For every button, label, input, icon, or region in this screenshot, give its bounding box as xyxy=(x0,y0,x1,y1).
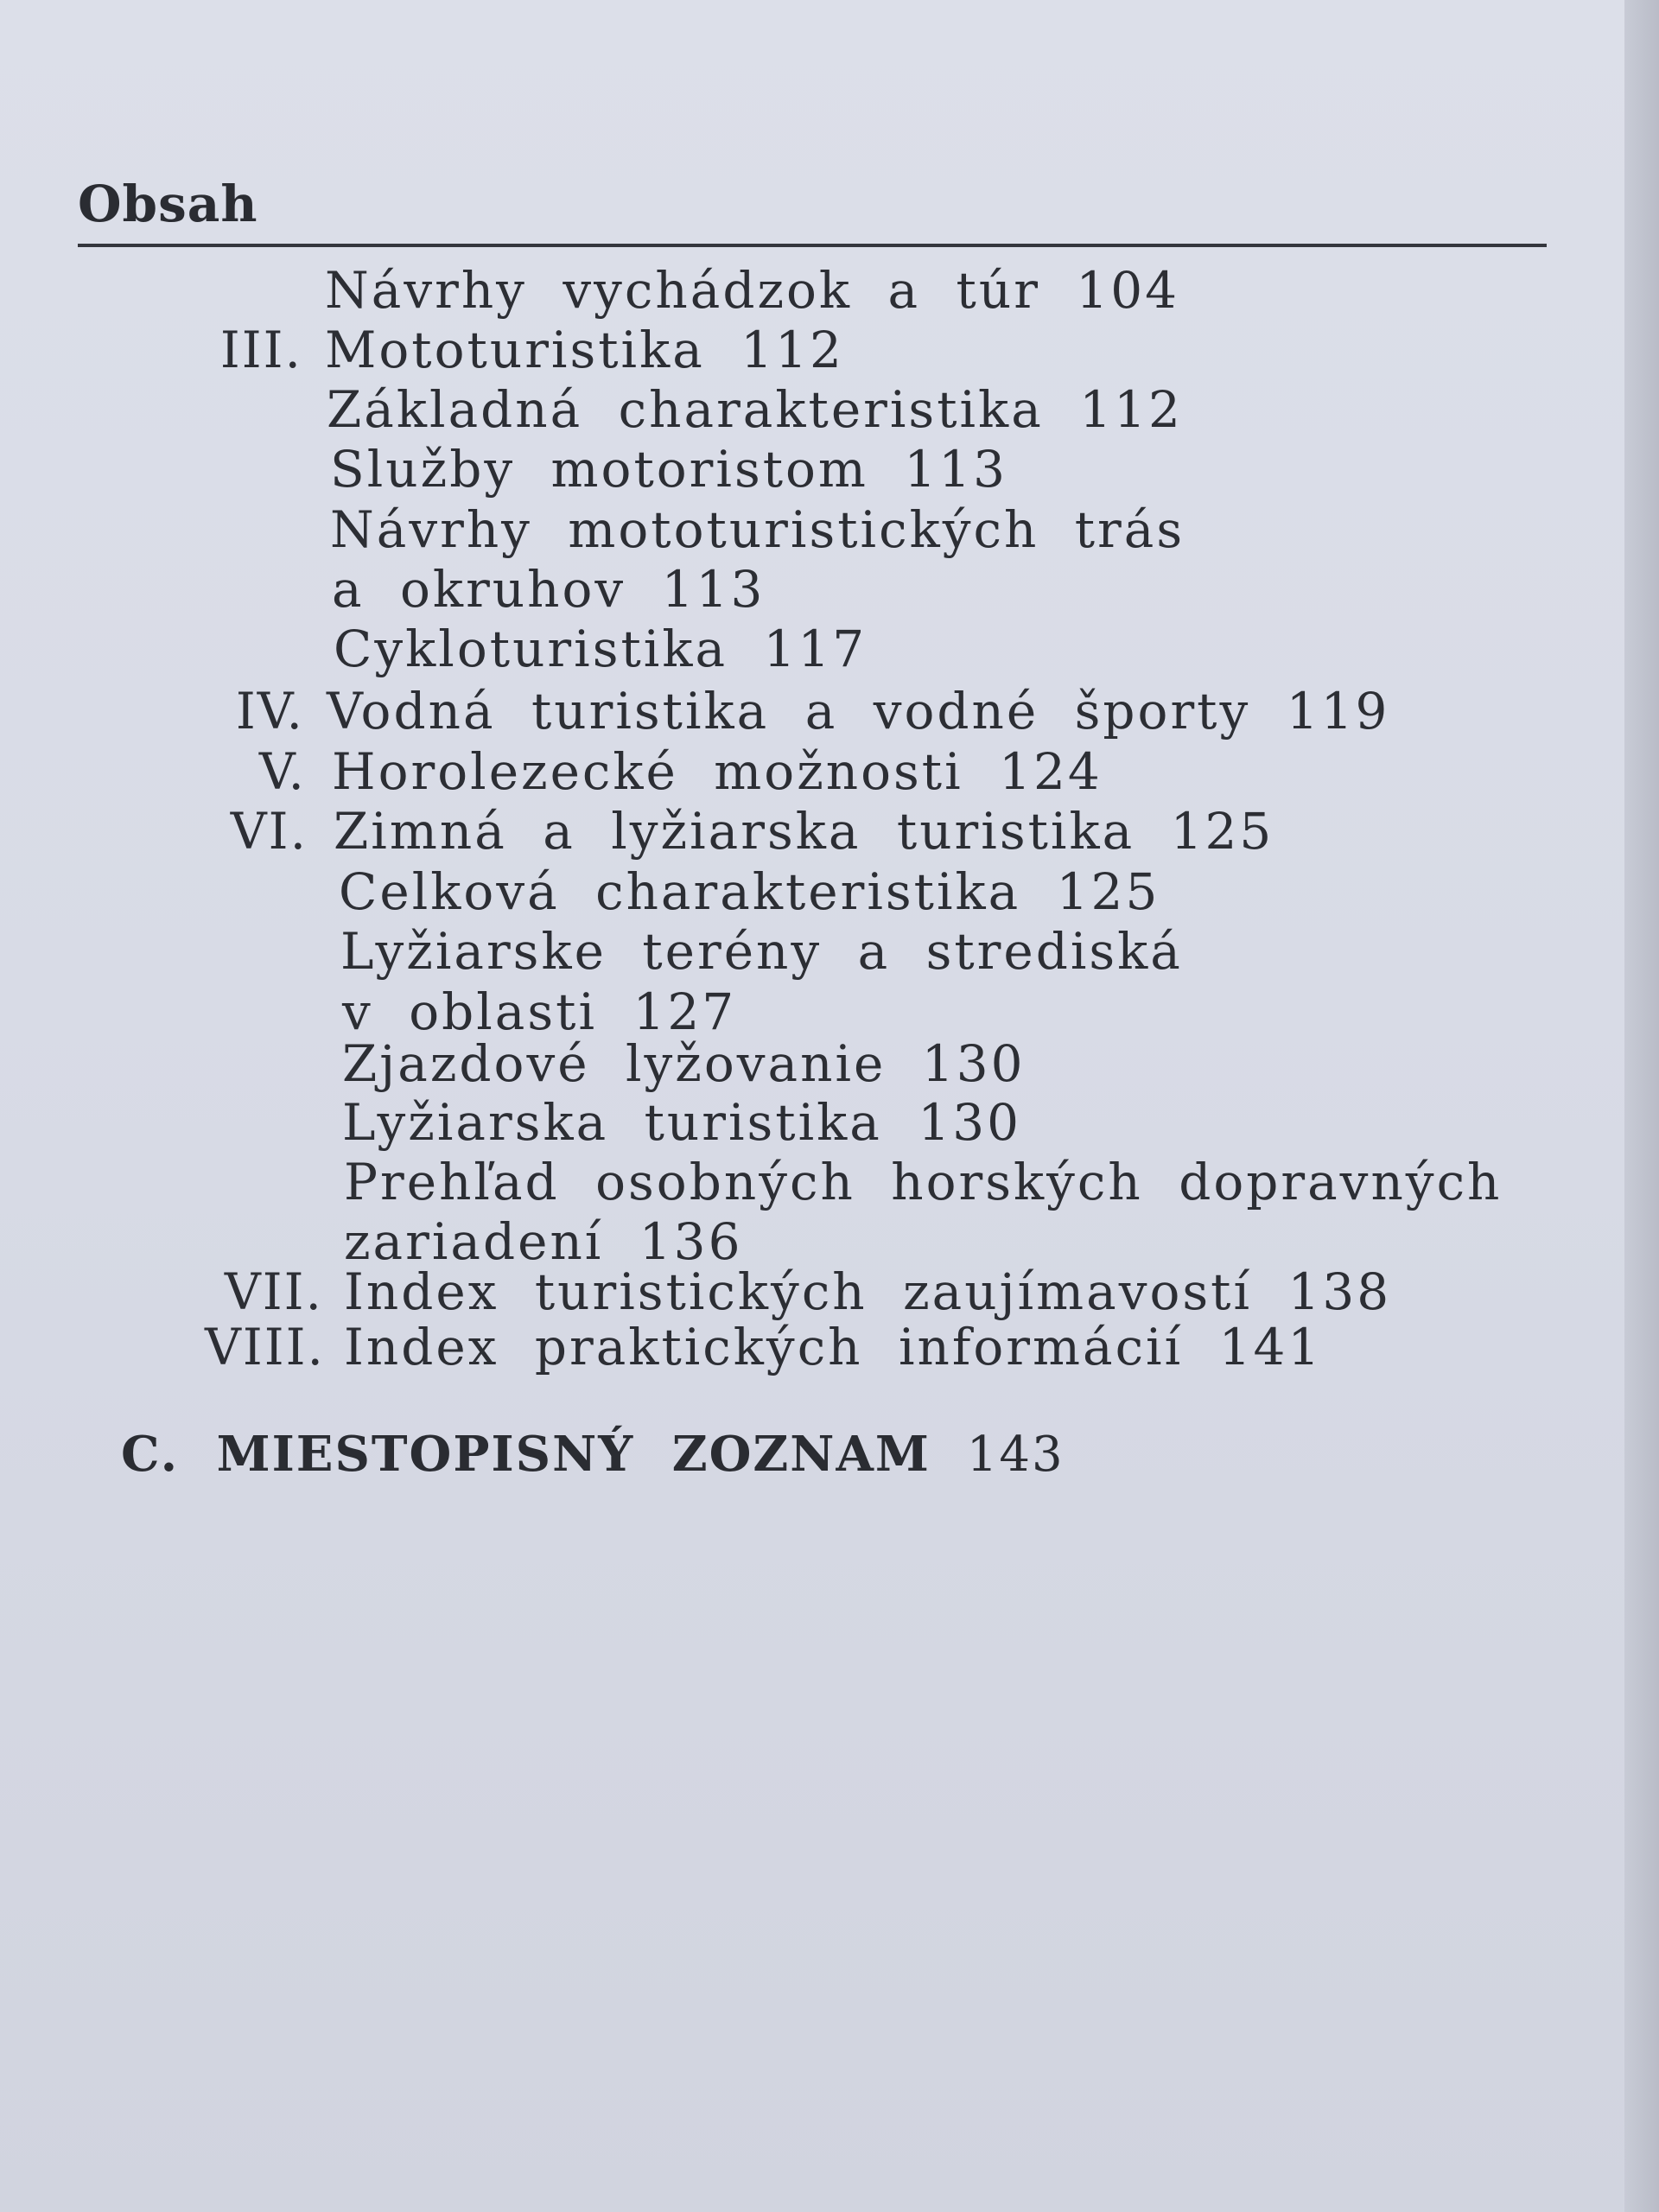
toc-entry: Horolezecké možnosti 124 xyxy=(332,742,1103,801)
toc-entry: Lyžiarske terény a strediská xyxy=(340,922,1183,981)
toc-entry-number: III. xyxy=(219,321,302,379)
toc-entry: Prehľad osobných horských dopravných xyxy=(344,1153,1503,1211)
toc-entry-number: VI. xyxy=(230,802,308,861)
toc-entry: Zjazdové lyžovanie 130 xyxy=(342,1034,1026,1093)
toc-entry: Návrhy vychádzok a túr 104 xyxy=(325,261,1180,320)
toc-entry: zariadení 136 xyxy=(344,1212,743,1271)
toc-entry-number: V. xyxy=(258,742,306,801)
toc-entry: a okruhov 113 xyxy=(332,560,766,619)
toc-entry: Služby motoristom 113 xyxy=(330,440,1008,499)
section-c-page: 143 xyxy=(966,1427,1065,1483)
page-header-title: Obsah xyxy=(78,175,258,233)
toc-entry: Návrhy mototuristických trás xyxy=(330,500,1185,559)
section-c-heading xyxy=(121,1426,1065,1484)
toc-entry: Vodná turistika a vodné športy 119 xyxy=(327,682,1390,741)
toc-entry: Lyžiarska turistika 130 xyxy=(342,1093,1022,1152)
show-through-shading xyxy=(1296,907,1555,1944)
toc-entry: v oblasti 127 xyxy=(342,982,737,1041)
toc-entry-number: IV. xyxy=(235,682,304,741)
toc-entry-number: VII. xyxy=(224,1262,323,1321)
toc-entry: Zimná a lyžiarska turistika 125 xyxy=(334,802,1274,861)
toc-entry: Mototuristika 112 xyxy=(325,321,844,379)
toc-entry: Index turistických zaujímavostí 138 xyxy=(344,1262,1392,1321)
page-edge xyxy=(1624,0,1659,2212)
toc-entry: Základná charakteristika 112 xyxy=(327,380,1183,439)
toc-entry: Cykloturistika 117 xyxy=(334,620,868,678)
toc-entry: Celková charakteristika 125 xyxy=(339,862,1160,921)
header-rule xyxy=(78,244,1547,247)
toc-entry-number: VIII. xyxy=(204,1318,325,1376)
toc-entry: Index praktických informácií 141 xyxy=(344,1318,1323,1376)
section-c-label: C. MIESTOPISNÝ ZOZNAM xyxy=(121,1426,931,1483)
